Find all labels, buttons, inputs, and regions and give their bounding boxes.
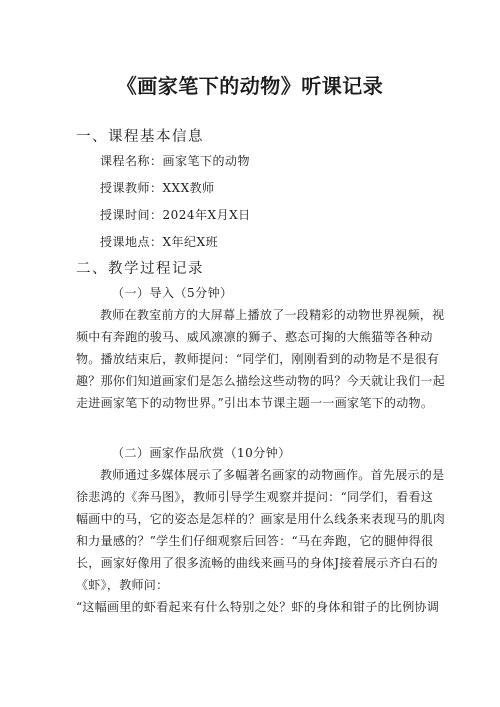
teacher-line: 授课教师：XXX教师: [100, 181, 215, 195]
paragraph-line: 物。播放结束后，教师提问：“同学们，刚刚看到的动物是不是很有: [76, 352, 440, 366]
subheading-appreciation: （二）画家作品欣赏（10分钟）: [112, 446, 291, 460]
intro-paragraph: [76, 304, 446, 414]
course-name-line: 课程名称：画家笔下的动物: [100, 154, 251, 168]
document-title: 《画家笔下的动物》听课记录: [116, 74, 384, 98]
paragraph-line: 教师通过多媒体展示了多幅著名画家的动物画作。首先展示的是: [100, 468, 445, 482]
section-heading-process: 二、教学过程记录: [76, 261, 204, 277]
paragraph-line: “这幅画里的虾看起来有什么特别之处？虾的身体和钳子的比例协调: [76, 600, 440, 614]
appreciation-paragraph: [76, 464, 446, 618]
paragraph-line: 幅画中的马，它的姿态是怎样的？画家是用什么线条来表现马的肌肉: [76, 512, 446, 526]
paragraph-line: 和力量感的？”学生们仔细观察后回答：“马在奔跑，它的腿伸得很: [76, 534, 434, 548]
paragraph-line: 走进画家笔下的动物世界。”引出本节课主题一一画家笔下的动物。: [76, 396, 434, 410]
section-heading-basic-info: 一、课程基本信息: [76, 129, 204, 145]
paragraph-line: 频中有奔跑的骏马、威风凛凛的狮子、憨态可掬的大熊猫等各种动: [76, 330, 433, 344]
paragraph-line: 长，画家好像用了很多流畅的曲线来画马的身体J接着展示齐白石的: [76, 556, 438, 570]
paragraph-line: 徐悲鸿的《奔马图》，教师引导学生观察并提问：“同学们，看看这: [76, 490, 434, 504]
paragraph-line: 教师在教室前方的大屏幕上播放了一段精彩的动物世界视频，视: [100, 308, 445, 322]
subheading-intro: （一）导入（5分钟）: [112, 286, 233, 300]
paragraph-line: 《虾》，教师问：: [76, 578, 169, 592]
place-line: 授课地点：X年纪X班: [100, 235, 219, 249]
paragraph-line: 趣？那你们知道画家们是怎么描绘这些动物的吗？今天就让我们一起: [76, 374, 446, 388]
time-line: 授课时间：2024年X月X日: [100, 208, 251, 222]
